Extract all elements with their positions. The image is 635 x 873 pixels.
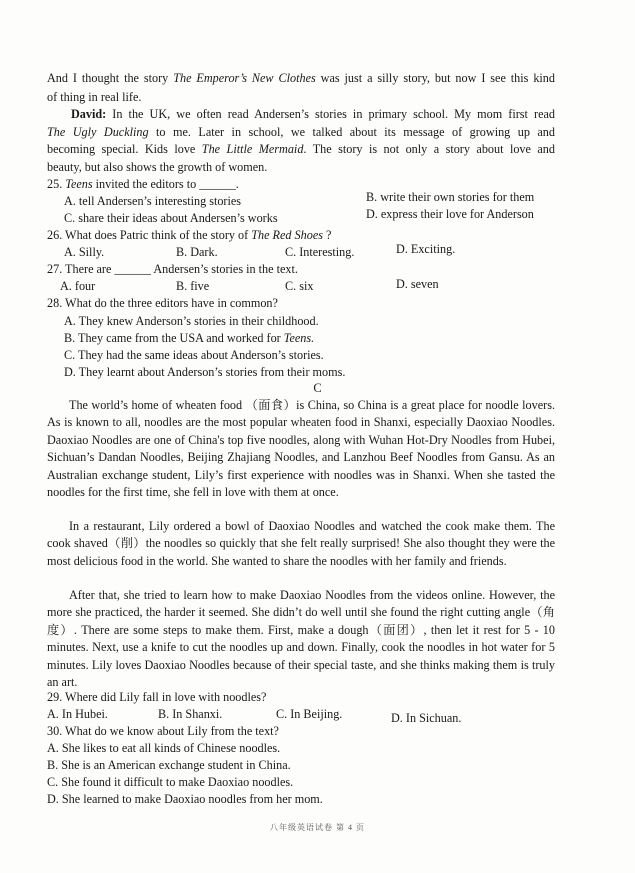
- question-stem: 25. Teens invited the editors to ______.: [47, 177, 239, 191]
- passage-line: beauty, but also shows the growth of women.: [47, 160, 268, 174]
- option-b: B. write their own stories for them: [366, 190, 535, 204]
- passage-paragraph: In a restaurant, Lily ordered a bowl of Daoxiao Noodles and watched the cook make them. The cook shaved（削）the noodles so quickly that she felt really surprised! She also thought they were the most delicious food in the world. She wanted to share the noodles with her family and friends.: [47, 519, 555, 568]
- option-d: D. In Sichuan.: [391, 711, 462, 725]
- option-d: D. seven: [396, 277, 439, 291]
- option-a: A. They knew Anderson’s stories in their childhood.: [64, 314, 319, 328]
- option-d: D. They learnt about Anderson’s stories from their moms.: [64, 365, 346, 379]
- option-c: C. She found it difficult to make Daoxiao noodles.: [47, 775, 294, 789]
- option-b: B. They came from the USA and worked for Teens.: [64, 331, 315, 345]
- option-b: B. Dark.: [176, 245, 218, 259]
- option-b: B. five: [176, 279, 210, 293]
- option-a: A. In Hubei.: [47, 707, 108, 721]
- option-a: A. Silly.: [64, 245, 105, 259]
- speaker-name: David:: [71, 107, 107, 121]
- option-c: C. Interesting.: [285, 245, 355, 259]
- question-stem: 30. What do we know about Lily from the text?: [47, 724, 279, 738]
- passage-line: The Ugly Duckling to me. Later in school, we talked about its message of growing up and: [47, 125, 555, 139]
- passage-line: of thing in real life.: [47, 90, 142, 104]
- passage-paragraph: After that, she tried to learn how to make Daoxiao Noodles from the videos online. However, the more she practiced, the harder it seemed. She didn’t do well until she found the right cutting angle（角度）. There are some steps to make them. First, make a dough（面团）, then let it rest for 5 - 10 minutes. Next, use a knife to cut the noodles up and down. Finally, cook the noodles in hot water for 5 minutes. Lily loves Daoxiao Noodles because of their special taste, and she thinks making them is truly an art.: [47, 588, 555, 690]
- question-stem: 26. What does Patric think of the story of The Red Shoes ?: [47, 228, 332, 242]
- question-stem: 27. There are ______ Andersen’s stories in the text.: [47, 262, 298, 276]
- option-c: C. share their ideas about Andersen’s works: [64, 211, 278, 225]
- option-c: C. They had the same ideas about Anderson’s stories.: [64, 348, 324, 362]
- passage-line: becoming special. Kids love The Little Mermaid. The story is not only a story about love and: [47, 142, 555, 156]
- option-c: C. six: [285, 279, 314, 293]
- option-d: D. express their love for Anderson: [366, 207, 534, 221]
- section-heading: C: [313, 381, 322, 395]
- question-stem: 29. Where did Lily fall in love with noodles?: [47, 690, 267, 704]
- option-a: A. four: [60, 279, 96, 293]
- passage-line: And I thought the story The Emperor’s New Clothes was just a silly story, but now I see this kind: [47, 71, 555, 85]
- option-d: D. She learned to make Daoxiao noodles from her mom.: [47, 792, 323, 806]
- option-c: C. In Beijing.: [276, 707, 343, 721]
- option-b: B. She is an American exchange student in China.: [47, 758, 291, 772]
- option-a: A. She likes to eat all kinds of Chinese noodles.: [47, 741, 281, 755]
- passage-line: David: In the UK, we often read Andersen’s stories in primary school. My mom first read: [71, 107, 555, 121]
- option-a: A. tell Andersen’s interesting stories: [64, 194, 242, 208]
- option-b: B. In Shanxi.: [158, 707, 223, 721]
- option-d: D. Exciting.: [396, 242, 456, 256]
- page-footer: 八年级英语试卷 第 4 页: [270, 823, 365, 832]
- question-stem: 28. What do the three editors have in common?: [47, 296, 278, 310]
- passage-paragraph: The world’s home of wheaten food （面食）is China, so China is a great place for noodle lovers. As is known to all, noodles are the most popular wheaten food in Shanxi, especially Daoxiao Noodles. Daoxiao Noodles are one of China's top five noodles, along with Wuhan Hot-Dry Noodles from Hubei, Sichuan’s Dandan Noodles, Beijing Zhajiang Noodles, and Lanzhou Beef Noodles from Gansu. As an Australian exchange student, Lily’s first experience with noodles was in Shanxi. When she tasted the noodles for the first time, she fell in love with them at once.: [47, 398, 555, 500]
